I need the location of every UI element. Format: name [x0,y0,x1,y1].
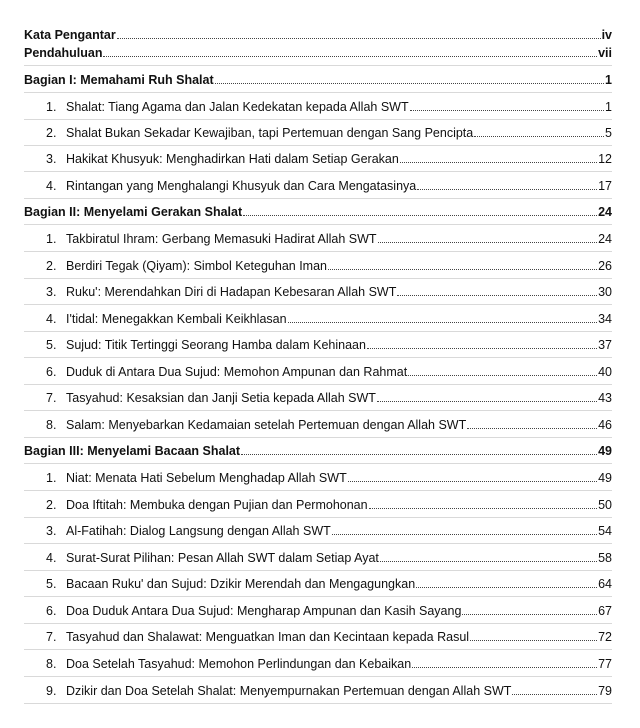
entry-title: Tasyahud: Kesaksian dan Janji Setia kepada Allah SWT [66,391,376,405]
dot-leader [328,268,597,270]
entry-page: 26 [598,259,612,273]
dot-leader [467,427,597,429]
entry-number: 6. [46,365,57,379]
toc-entry[interactable] [24,628,612,644]
entry-page: 58 [598,551,612,565]
toc-entry[interactable] [24,389,612,405]
entry-page: 67 [598,604,612,618]
divider [24,251,612,252]
entry-number: 2. [46,498,57,512]
divider [24,676,612,677]
entry-number: 7. [46,391,57,405]
dot-leader [400,161,597,163]
entry-number: 3. [46,524,57,538]
entry-number: 8. [46,657,57,671]
toc-entry[interactable] [24,655,612,671]
toc-entry[interactable] [24,602,612,618]
entry-number: 1. [46,100,57,114]
entry-page: 43 [598,391,612,405]
entry-number: 2. [46,126,57,140]
toc-entry[interactable] [24,124,612,140]
entry-page: 72 [598,630,612,644]
toc-part-heading[interactable] [24,71,612,87]
entry-title: Tasyahud dan Shalawat: Menguatkan Iman dan Kecintaan kepada Rasul [66,630,470,644]
divider [24,304,612,305]
entry-page: 79 [598,684,612,698]
toc-entry[interactable] [24,416,612,432]
entry-page: 12 [598,152,612,166]
divider [24,703,612,704]
toc-entry-front[interactable] [24,26,612,42]
entry-page: 46 [598,418,612,432]
dot-leader [412,666,597,668]
divider [24,410,612,411]
entry-page: 5 [605,126,612,140]
entry-number: 7. [46,630,57,644]
toc-part-heading[interactable] [24,442,612,458]
dot-leader [117,37,601,39]
entry-title: Doa Iftitah: Membuka dengan Pujian dan Permohonan [66,498,368,512]
entry-title: Doa Setelah Tasyahud: Memohon Perlindungan dan Kebaikan [66,657,412,671]
dot-leader [367,347,597,349]
toc-entry[interactable] [24,682,612,698]
divider [24,384,612,385]
entry-page: 77 [598,657,612,671]
divider [24,198,612,199]
entry-title: Sujud: Titik Tertinggi Seorang Hamba dalam Kehinaan [66,338,366,352]
divider [24,517,612,518]
divider [24,596,612,597]
part-page: 24 [598,205,612,219]
dot-leader [332,533,597,535]
dot-leader [474,135,604,137]
dot-leader [243,214,597,216]
entry-title: Al-Fatihah: Dialog Langsung dengan Allah SWT [66,524,331,538]
dot-leader [408,374,597,376]
toc-entry[interactable] [24,469,612,485]
divider [24,357,612,358]
dot-leader [241,453,597,455]
entry-page: 1 [605,100,612,114]
entry-page: 64 [598,577,612,591]
dot-leader [380,560,597,562]
entry-number: 3. [46,152,57,166]
divider [24,145,612,146]
divider [24,92,612,93]
divider [24,437,612,438]
dot-leader [103,55,597,57]
divider [24,224,612,225]
toc-entry[interactable] [24,310,612,326]
entry-number: 5. [46,338,57,352]
toc-entry[interactable] [24,549,612,565]
entry-title: Salam: Menyebarkan Kedamaian setelah Pertemuan dengan Allah SWT [66,418,467,432]
entry-number: 9. [46,684,57,698]
entry-title: Dzikir dan Doa Setelah Shalat: Menyempurnakan Pertemuan dengan Allah SWT [66,684,512,698]
entry-title: Kata Pengantar [24,28,116,42]
entry-page: 34 [598,312,612,326]
divider [24,331,612,332]
entry-number: 4. [46,551,57,565]
entry-page: 37 [598,338,612,352]
entry-page: vii [598,46,612,60]
entry-page: iv [601,28,612,42]
dot-leader [288,321,598,323]
dot-leader [348,480,597,482]
toc-entry[interactable] [24,336,612,352]
part-page: 49 [598,444,612,458]
entry-title: Shalat: Tiang Agama dan Jalan Kedekatan kepada Allah SWT [66,100,409,114]
entry-title: Doa Duduk Antara Dua Sujud: Mengharap Ampunan dan Kasih Sayang [66,604,462,618]
dot-leader [512,693,597,695]
dot-leader [377,400,597,402]
entry-title: Pendahuluan [24,46,103,60]
divider [24,65,612,66]
toc-entry[interactable] [24,150,612,166]
divider [24,463,612,464]
entry-title: Rintangan yang Menghalangi Khusyuk dan Cara Mengatasinya [66,179,417,193]
toc-part-heading[interactable] [24,203,612,219]
toc-entry[interactable] [24,363,612,379]
divider [24,490,612,491]
entry-number: 5. [46,577,57,591]
dot-leader [470,639,597,641]
toc-entry[interactable] [24,177,612,193]
entry-number: 4. [46,312,57,326]
toc-entry[interactable] [24,230,612,246]
dot-leader [378,241,598,243]
entry-title: I'tidal: Menegakkan Kembali Keikhlasan [66,312,287,326]
entry-page: 17 [598,179,612,193]
entry-title: Hakikat Khusyuk: Menghadirkan Hati dalam Setiap Gerakan [66,152,399,166]
dot-leader [416,586,597,588]
dot-leader [397,294,597,296]
part-page: 1 [605,73,612,87]
part-title: Bagian II: Menyelami Gerakan Shalat [24,205,243,219]
divider [24,543,612,544]
toc-entry[interactable] [24,575,612,591]
toc-entry[interactable] [24,496,612,512]
dot-leader [462,613,597,615]
divider [24,570,612,571]
entry-number: 3. [46,285,57,299]
entry-number: 1. [46,232,57,246]
entry-number: 6. [46,604,57,618]
entry-page: 24 [598,232,612,246]
entry-page: 50 [598,498,612,512]
divider [24,623,612,624]
toc-entry[interactable] [24,257,612,273]
entry-number: 4. [46,179,57,193]
toc-entry[interactable] [24,98,612,114]
dot-leader [369,507,598,509]
entry-number: 8. [46,418,57,432]
toc-entry[interactable] [24,283,612,299]
divider [24,119,612,120]
divider [24,171,612,172]
entry-title: Niat: Menata Hati Sebelum Menghadap Allah SWT [66,471,347,485]
part-title: Bagian I: Memahami Ruh Shalat [24,73,214,87]
dot-leader [215,82,604,84]
entry-title: Surat-Surat Pilihan: Pesan Allah SWT dalam Setiap Ayat [66,551,379,565]
entry-title: Duduk di Antara Dua Sujud: Memohon Ampunan dan Rahmat [66,365,408,379]
entry-page: 30 [598,285,612,299]
divider [24,649,612,650]
entry-number: 2. [46,259,57,273]
entry-title: Takbiratul Ihram: Gerbang Memasuki Hadirat Allah SWT [66,232,377,246]
toc-entry[interactable] [24,522,612,538]
entry-number: 1. [46,471,57,485]
entry-page: 49 [598,471,612,485]
divider [24,278,612,279]
entry-title: Ruku': Merendahkan Diri di Hadapan Kebesaran Allah SWT [66,285,397,299]
part-title: Bagian III: Menyelami Bacaan Shalat [24,444,241,458]
entry-page: 54 [598,524,612,538]
toc-entry-front[interactable] [24,44,612,60]
entry-title: Shalat Bukan Sekadar Kewajiban, tapi Pertemuan dengan Sang Pencipta [66,126,474,140]
dot-leader [417,188,597,190]
entry-title: Berdiri Tegak (Qiyam): Simbol Keteguhan Iman [66,259,327,273]
entry-title: Bacaan Ruku' dan Sujud: Dzikir Merendah dan Mengagungkan [66,577,416,591]
entry-page: 40 [598,365,612,379]
dot-leader [410,109,604,111]
